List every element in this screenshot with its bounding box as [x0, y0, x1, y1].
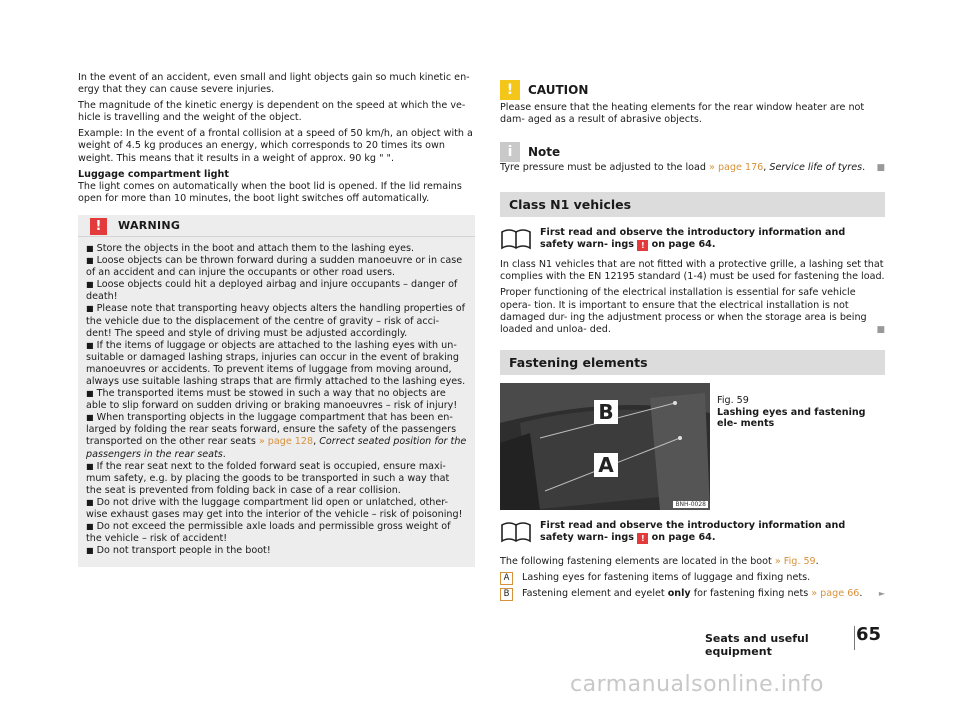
luggage-light-text: The light comes on automatically when the boot lid is opened. If the lid remains open for more than 10 minutes, the boot light switches off automatically.	[78, 180, 462, 204]
open-book-icon	[500, 521, 532, 543]
paragraph-kinetic: In the event of an accident, even small and light objects gain so much kinetic en- ergy that they can cause severe injuries.	[78, 72, 470, 96]
caution-title: CAUTION	[528, 83, 589, 97]
n1-paragraph-1: In class N1 vehicles that are not fitted with a protective grille, a lashing set that complies with the EN 12195 standard (1-4) must be used for fastening the load.	[500, 259, 885, 283]
figure-title: Lashing eyes and fastening ele- ments	[717, 406, 866, 430]
caution-icon: !	[500, 80, 520, 100]
paragraph-example: Example: In the event of a frontal collision at a speed of 50 km/h, an object with a weight of 4.5 kg produces an energy, which corresponds to 20 times its own weight. This means that it results in a weight of approx. 90 kg " ".	[78, 128, 473, 164]
left-column	[78, 72, 475, 567]
figure-59	[500, 383, 885, 510]
page-176-link[interactable]: » page 176	[709, 162, 764, 174]
page-number: 65	[855, 624, 881, 645]
luggage-light-heading: Luggage compartment light	[78, 168, 229, 180]
note-title: Note	[528, 145, 561, 160]
warning-item: ■ The transported items must be stowed in such a way that no objects are able to slip forward on sudden driving or braking manoeuvres – risk of injury!	[86, 388, 458, 412]
watermark: carmanualsonline.info	[570, 672, 824, 697]
warning-title: WARNING	[118, 218, 181, 232]
footer-section-title: Seats and useful equipment	[705, 632, 809, 658]
page-footer	[705, 624, 885, 658]
end-mark: ■	[876, 324, 885, 335]
footer-divider	[854, 626, 855, 650]
figure-number: Fig. 59	[717, 394, 749, 406]
note-header	[500, 140, 885, 162]
warning-item: ■ When transporting objects in the luggage compartment that has been en- larged by folding the rear seats forward, ensure the safety of the passengers transported on the other rear seats » page 128, Correct seated position for the passengers in the rear seats.	[86, 412, 467, 460]
warning-item: ■ Loose objects could hit a deployed airbag and injure occupants – danger of death!	[86, 279, 458, 303]
legend-key-b: B	[500, 588, 513, 601]
page-66-link[interactable]: » page 66	[811, 587, 860, 599]
read-first-text: First read and observe the introductory information and safety warn- ings ! on page 64.	[540, 227, 846, 251]
warning-item: ■ Do not transport people in the boot!	[86, 545, 271, 557]
legend-text-b: Fastening element and eyelet only for fastening fixing nets » page 66.	[522, 587, 863, 599]
warning-mini-icon: !	[637, 240, 648, 251]
warning-header	[78, 215, 475, 237]
open-book-icon	[500, 228, 532, 250]
figure-caption	[717, 395, 867, 430]
warning-mini-icon: !	[637, 533, 648, 544]
read-first-row	[500, 225, 885, 259]
boot-photo	[500, 383, 710, 510]
legend-item-b	[500, 588, 885, 602]
n1-paragraph-2: Proper functioning of the electrical installation is essential for safe vehicle opera- tion. It is important to ensure that the electrical installation is not damaged dur- ing the adjustment process or when the storage area is being loaded and unloa- ded. ■	[500, 287, 885, 335]
paragraph-magnitude: The magnitude of the kinetic energy is dependent on the speed at which the ve- hicle is travelling and the weight of the object.	[78, 100, 466, 124]
figure-label-a: A	[598, 452, 614, 477]
read-first-row-2	[500, 518, 885, 552]
section-title-fastening: Fastening elements	[500, 350, 885, 375]
warning-item: ■ Do not exceed the permissible axle loads and permissible gross weight of the vehicle – risk of accident!	[86, 521, 451, 545]
fig-59-link[interactable]: » Fig. 59	[774, 555, 816, 567]
section-title-class-n1: Class N1 vehicles	[500, 192, 885, 217]
warning-item: ■ If the rear seat next to the folded forward seat is occupied, ensure maxi- mum safety, e.g. by placing the goods to be transported in such a way that the seat is prevented from folding back in case of a rear collision.	[86, 460, 450, 496]
legend-text-a: Lashing eyes for fastening items of luggage and fixing nets.	[522, 571, 811, 583]
warning-icon: !	[90, 218, 107, 235]
continue-arrow-icon: ►	[878, 588, 885, 598]
figure-code: BNH-0028	[675, 500, 706, 508]
fastening-intro: The following fastening elements are located in the boot » Fig. 59.	[500, 555, 819, 567]
caution-text: Please ensure that the heating elements for the rear window heater are not dam- aged as a result of abrasive objects.	[500, 102, 865, 126]
note-text: Tyre pressure must be adjusted to the load » page 176, Service life of tyres. ■	[500, 162, 885, 174]
warning-item: ■ Please note that transporting heavy objects alters the handling properties of the vehicle due to the displacement of the centre of gravity – risk of acci- dent! The speed and style of driving must be adjusted accordingly.	[86, 303, 466, 339]
warning-item: ■ If the items of luggage or objects are attached to the lashing eyes with un- suitable or damaged lashing straps, injuries can occur in the event of braking manoeuvres or accidents. To prevent items of luggage from moving around, always use suitable lashing straps that are firmly attached to the lashing eyes.	[86, 339, 466, 387]
page-128-link[interactable]: » page 128	[258, 436, 314, 448]
info-icon: i	[500, 142, 520, 162]
warning-item: ■ Loose objects can be thrown forward during a sudden manoeuvre or in case of an accident and can injure the occupants or other road users.	[86, 255, 463, 279]
warning-item: ■ Store the objects in the boot and attach them to the lashing eyes.	[86, 242, 415, 254]
warning-box	[78, 215, 475, 567]
warning-body	[78, 237, 475, 557]
legend-item-a	[500, 572, 885, 586]
legend-key-a: A	[500, 572, 513, 585]
figure-label-b: B	[598, 399, 614, 424]
right-column	[500, 78, 885, 602]
read-first-text-2: First read and observe the introductory information and safety warn- ings ! on page 64.	[540, 519, 846, 543]
caution-header	[500, 78, 885, 102]
warning-item: ■ Do not drive with the luggage compartment lid open or unlatched, other- wise exhaust gases may get into the interior of the vehicle – risk of poisoning!	[86, 496, 463, 520]
end-mark: ■	[876, 163, 885, 174]
